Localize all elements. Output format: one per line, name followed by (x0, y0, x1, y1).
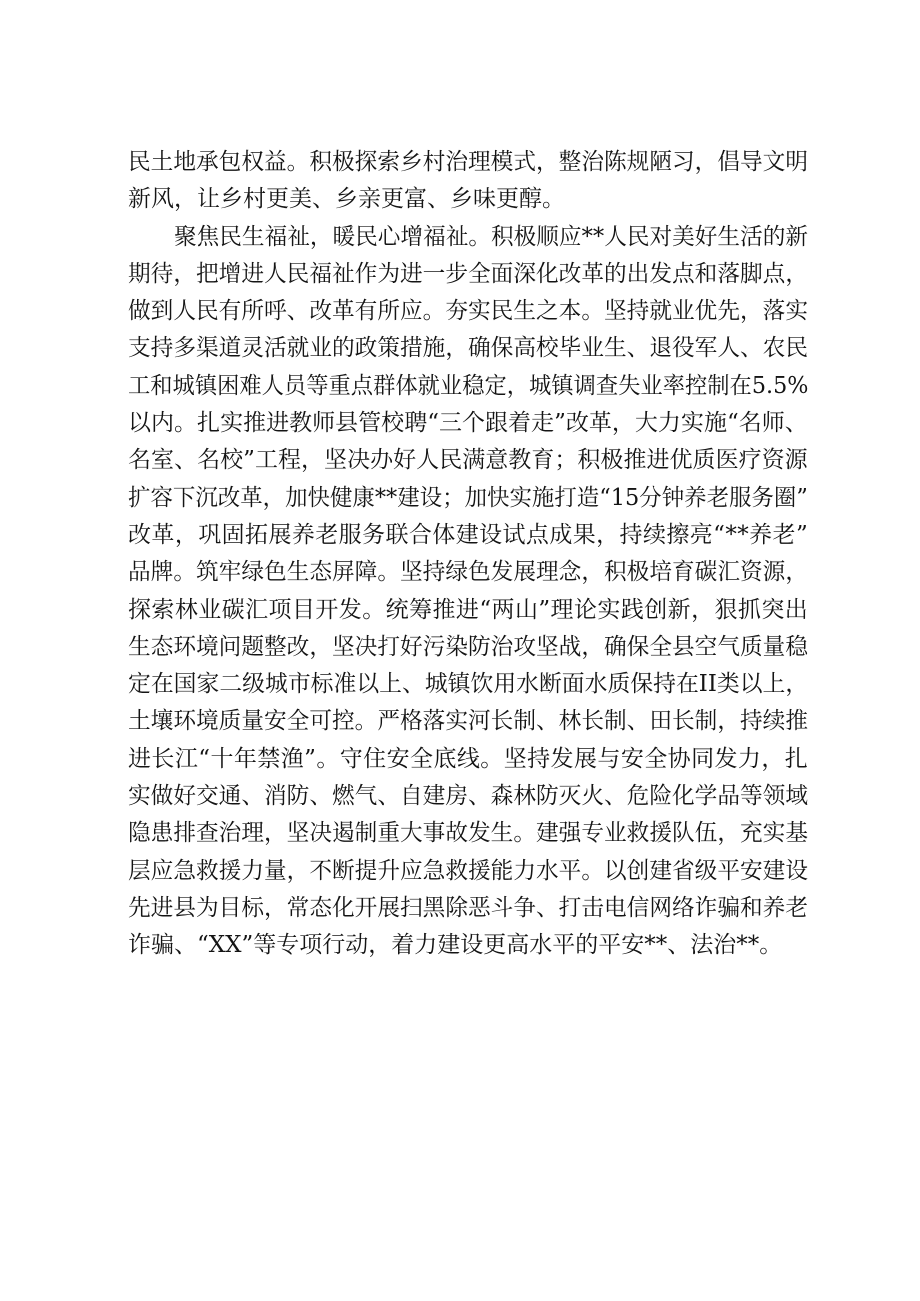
text-line: 新风，让乡村更美、乡亲更富、乡味更醇。 (128, 186, 565, 213)
text-line: 进 长 江 “ 十 年 禁 渔 ” 。 守 住 安 全 底 线 。 坚 持 发 展 与 安 全 协 同 发 力 ， 扎 (128, 745, 808, 772)
text-line: 工 和 城 镇 困 难 人 员 等 重 点 群 体 就 业 稳 定 ， 城 镇 调 查 失 业 率 控 制 在 5 . 5 % (128, 372, 809, 399)
paragraph-start-line: 聚 焦 民 生 福 祉 ， 暖 民 心 增 福 祉 。 积 极 顺 应 * * 人 民 对 美 好 生 活 的 新 (174, 223, 808, 250)
text-line: 诈骗、“XX”等专项行动，着力建设更高水平的平安**、法治**。 (128, 932, 783, 959)
text-line: 做 到 人 民 有 所 呼 、 改 革 有 所 应 。 夯 实 民 生 之 本 。 坚 持 就 业 优 先 ， 落 实 (128, 298, 808, 325)
text-line: 实 做 好 交 通 、 消 防 、 燃 气 、 自 建 房 、 森 林 防 灭 火 、 危 险 化 学 品 等 领 域 (128, 783, 808, 810)
text-line: 先 进 县 为 目 标 ， 常 态 化 开 展 扫 黑 除 恶 斗 争 、 打 击 电 信 网 络 诈 骗 和 养 老 (128, 894, 808, 921)
text-line: 定 在 国 家 二 级 城 市 标 准 以 上 、 城 镇 饮 用 水 断 面 水 质 保 持 在 I I 类 以 上 ， (128, 671, 809, 698)
text-line: 改 革 ， 巩 固 拓 展 养 老 服 务 联 合 体 建 设 试 点 成 果 ， 持 续 擦 亮 “ * * 养 老 ” (128, 521, 808, 548)
text-line: 品 牌 。 筑 牢 绿 色 生 态 屏 障 。 坚 持 绿 色 发 展 理 念 ， 积 极 培 育 碳 汇 资 源 ， (128, 559, 808, 586)
text-line: 探 索 林 业 碳 汇 项 目 开 发 。 统 筹 推 进 “ 两 山 ” 理 论 实 践 创 新 ， 狠 抓 突 出 (128, 596, 808, 623)
text-line: 层 应 急 救 援 力 量 ， 不 断 提 升 应 急 救 援 能 力 水 平 。 以 创 建 省 级 平 安 建 设 (128, 857, 808, 884)
body-text (128, 144, 808, 965)
text-line: 生 态 环 境 问 题 整 改 ， 坚 决 打 好 污 染 防 治 攻 坚 战 ， 确 保 全 县 空 气 质 量 稳 (128, 633, 808, 660)
text-line: 以 内 。 扎 实 推 进 教 师 县 管 校 聘 “ 三 个 跟 着 走 ” 改 革 ， 大 力 实 施 “ 名 师 、 (128, 410, 808, 437)
text-line: 隐 患 排 查 治 理 ， 坚 决 遏 制 重 大 事 故 发 生 。 建 强 专 业 救 援 队 伍 ， 充 实 基 (128, 820, 808, 847)
text-line: 名 室 、 名 校 ” 工 程 ， 坚 决 办 好 人 民 满 意 教 育 ； 积 极 推 进 优 质 医 疗 资 源 (128, 447, 808, 474)
text-line: 扩 容 下 沉 改 革 ， 加 快 健 康 * * 建 设 ； 加 快 实 施 打 造 “ 1 5 分 钟 养 老 服 务 圈 ” (128, 484, 808, 511)
text-line: 土 壤 环 境 质 量 安 全 可 控 。 严 格 落 实 河 长 制 、 林 长 制 、 田 长 制 ， 持 续 推 (128, 708, 808, 735)
text-line: 支 持 多 渠 道 灵 活 就 业 的 政 策 措 施 ， 确 保 高 校 毕 业 生 、 退 役 军 人 、 农 民 (128, 335, 808, 362)
text-line: 期 待 ， 把 增 进 人 民 福 祉 作 为 进 一 步 全 面 深 化 改 革 的 出 发 点 和 落 脚 点 ， (128, 260, 808, 287)
text-line: 民 土 地 承 包 权 益 。 积 极 探 索 乡 村 治 理 模 式 ， 整 治 陈 规 陋 习 ， 倡 导 文 明 (128, 149, 808, 175)
